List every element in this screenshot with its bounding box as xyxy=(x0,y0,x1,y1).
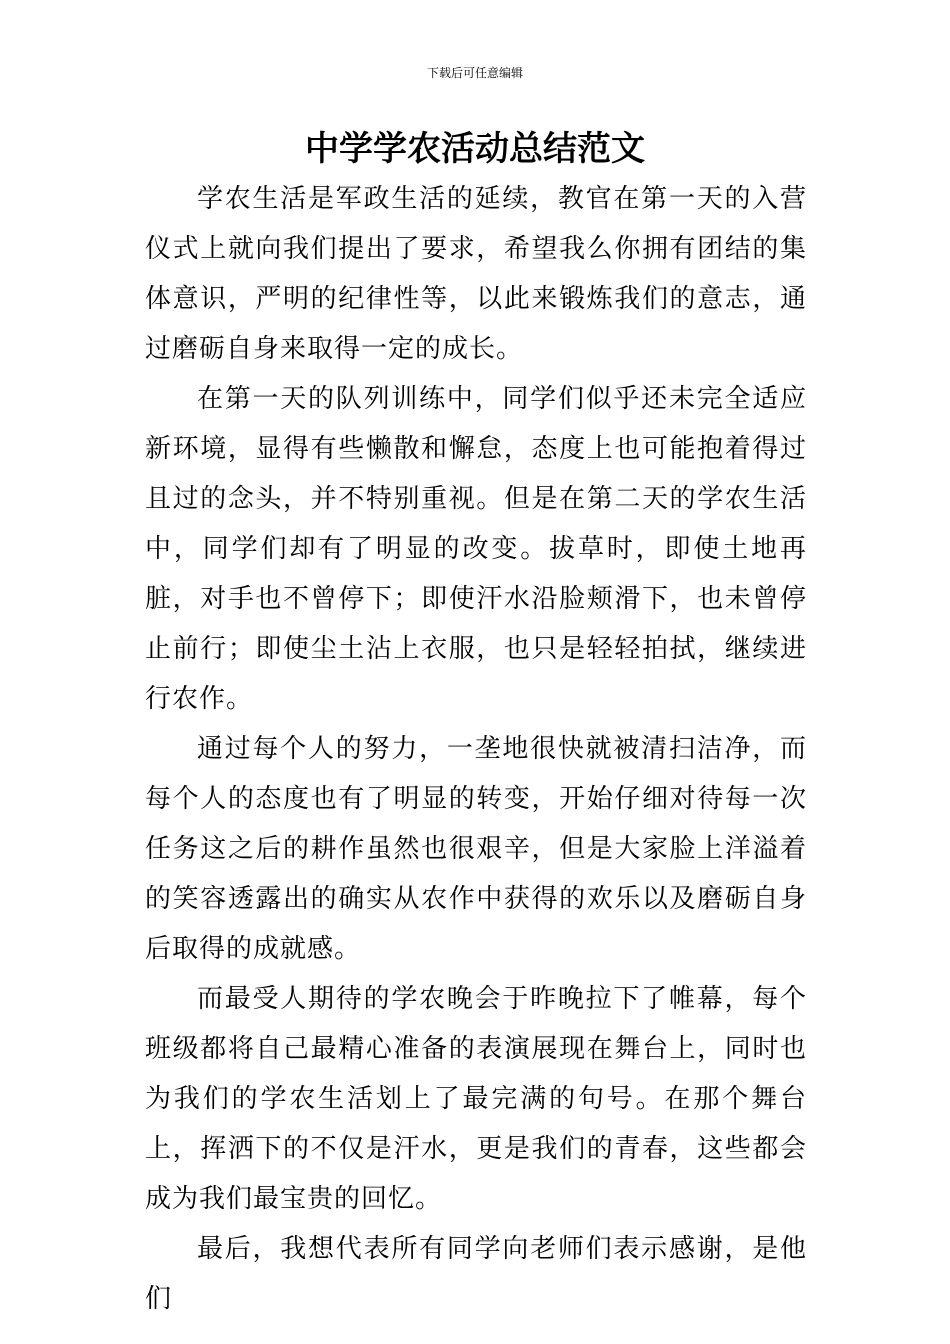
document-title: 中学学农活动总结范文 xyxy=(305,129,645,169)
paragraph: 在第一天的队列训练中，同学们似乎还未完全适应新环境，显得有些懒散和懈怠，态度上也可能抱着得过且过的念头，并不特别重视。但是在第二天的学农生活中，同学们却有了明显的改变。拔草时，即使土地再脏，对手也不曾停下；即使汗水沿脸颊滑下，也未曾停止前行；即使尘土沾上衣服，也只是轻轻拍拭，继续进行农作。 xyxy=(145,384,807,714)
paragraph: 通过每个人的努力，一垄地很快就被清扫洁净，而每个人的态度也有了明显的转变，开始仔细对待每一次任务这之后的耕作虽然也很艰辛，但是大家脸上洋溢着的笑容透露出的确实从农作中获得的欢乐以及磨砺自身后取得的成就感。 xyxy=(145,734,807,964)
paragraph: 而最受人期待的学农晚会于昨晚拉下了帷幕，每个班级都将自己最精心准备的表演展现在舞台上，同时也为我们的学农生活划上了最完满的句号。在那个舞台上，挥洒下的不仅是汗水，更是我们的青春，这些都会成为我们最宝贵的回忆。 xyxy=(145,984,807,1214)
paragraph: 学农生活是军政生活的延续，教官在第一天的入营仪式上就向我们提出了要求，希望我么你拥有团结的集体意识，严明的纪律性等，以此来锻炼我们的意志，通过磨砺自身来取得一定的成长。 xyxy=(145,184,807,364)
document-body xyxy=(145,174,807,1324)
header-note: 下载后可任意编辑 xyxy=(426,66,523,80)
paragraph: 最后，我想代表所有同学向老师们表示感谢，是他们 xyxy=(145,1234,807,1314)
